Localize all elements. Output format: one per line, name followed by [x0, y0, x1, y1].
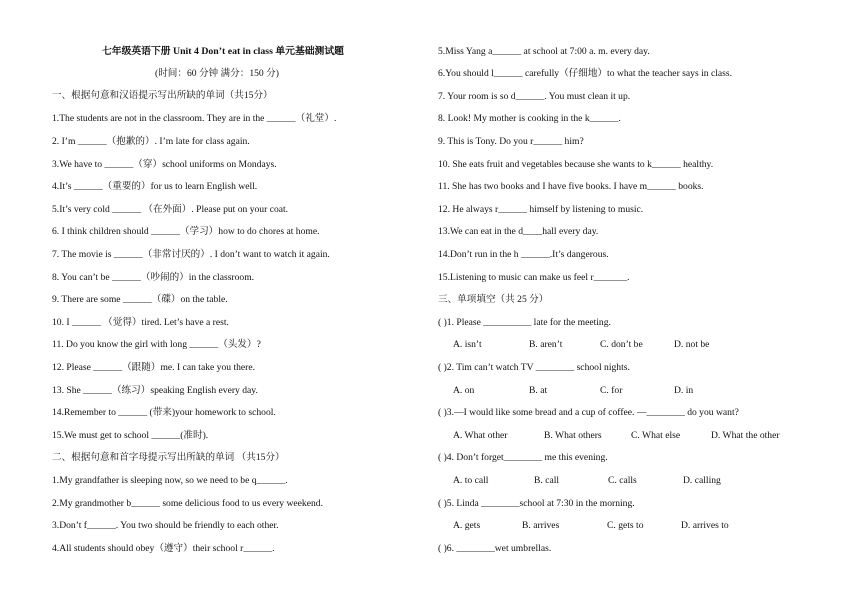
question-item: 8. You can’t be ______（吵闹的）in the classroom.	[52, 272, 255, 283]
question-item: 15.We must get to school ______(准时).	[52, 430, 209, 441]
question-item: 9. This is Tony. Do you r______ him?	[438, 136, 584, 147]
question-item: 5.It’s very cold ______ （在外面）. Please put on your coat.	[52, 204, 289, 215]
question-item: 11. She has two books and I have five books. I have m______ books.	[438, 181, 704, 192]
question-item: 3.We have to ______（穿）school uniforms on Mondays.	[52, 159, 277, 170]
time-limit: (时间：60 分钟 满分：150 分)	[155, 68, 279, 79]
option-d: D. in	[674, 385, 694, 396]
option-c: C. What else	[631, 430, 681, 441]
question-item: 4.All students should obey（遵守）their school r______.	[52, 543, 275, 554]
option-b: B. arrives	[522, 520, 560, 531]
question-item: 13. She ______（练习）speaking English every day.	[52, 385, 258, 396]
option-c: C. gets to	[607, 520, 644, 531]
mc-question-stem: ( )4. Don’t forget________ me this evening.	[438, 452, 608, 463]
option-c: C. don’t be	[600, 339, 643, 350]
question-item: 7. The movie is ______（非常讨厌的）. I don’t want to watch it again.	[52, 249, 330, 260]
question-item: 3.Don’t f______. You two should be friendly to each other.	[52, 520, 279, 531]
question-item: 12. He always r______ himself by listening to music.	[438, 204, 644, 215]
question-item: 14.Don’t run in the h ______.It’s dangerous.	[438, 249, 609, 260]
option-b: B. What others	[544, 430, 602, 441]
question-item: 8. Look! My mother is cooking in the k______.	[438, 113, 621, 124]
mc-question-stem: ( )6. ________wet umbrellas.	[438, 543, 552, 554]
option-a: A. on	[453, 385, 475, 396]
question-item: 10. She eats fruit and vegetables because she wants to k______ healthy.	[438, 159, 714, 170]
option-b: B. at	[529, 385, 548, 396]
option-a: A. What other	[453, 430, 508, 441]
question-item: 11. Do you know the girl with long ______（头发）?	[52, 339, 261, 350]
question-item: 6. I think children should ______（学习）how to do chores at home.	[52, 226, 320, 237]
mc-question-stem: ( )5. Linda ________school at 7:30 in the morning.	[438, 498, 635, 509]
option-d: D. calling	[683, 475, 721, 486]
question-item: 9. There are some ______（碟）on the table.	[52, 294, 228, 305]
option-a: A. isn’t	[453, 339, 482, 350]
section2-heading: 二、根据句意和首字母提示写出所缺的单词 （共15分）	[52, 452, 285, 463]
option-d: D. What the other	[711, 430, 780, 441]
question-item: 6.You should l______ carefully（仔细地）to what the teacher says in class.	[438, 68, 732, 79]
question-item: 2. I’m ______（抱歉的）. I’m late for class again.	[52, 136, 250, 147]
question-item: 2.My grandmother b______ some delicious food to us every weekend.	[52, 498, 323, 509]
mc-question-stem: ( )2. Tim can’t watch TV ________ school nights.	[438, 362, 630, 373]
question-item: 7. Your room is so d______. You must clean it up.	[438, 91, 631, 102]
option-b: B. aren’t	[529, 339, 563, 350]
question-item: 4.It’s ______（重要的）for us to learn English well.	[52, 181, 258, 192]
question-item: 1.The students are not in the classroom. They are in the ______（礼堂）.	[52, 113, 337, 124]
page-title: 七年级英语下册 Unit 4 Don’t eat in class 单元基础测试题	[102, 46, 344, 57]
option-d: D. not be	[674, 339, 710, 350]
option-d: D. arrives to	[681, 520, 729, 531]
question-item: 5.Miss Yang a______ at school at 7:00 a. m. every day.	[438, 46, 650, 57]
question-item: 14.Remember to ______ (带来)your homework to school.	[52, 407, 276, 418]
question-item: 15.Listening to music can make us feel r_______.	[438, 272, 630, 283]
option-a: A. to call	[453, 475, 489, 486]
option-a: A. gets	[453, 520, 481, 531]
section1-heading: 一、根据句意和汉语提示写出所缺的单词（共15分）	[52, 90, 273, 101]
question-item: 13.We can eat in the d____hall every day.	[438, 226, 599, 237]
option-b: B. call	[534, 475, 560, 486]
question-item: 1.My grandfather is sleeping now, so we need to be q______.	[52, 475, 288, 486]
option-c: C. for	[600, 385, 623, 396]
question-item: 10. I ______ （觉得）tired. Let’s have a rest.	[52, 317, 229, 328]
option-c: C. calls	[608, 475, 637, 486]
mc-question-stem: ( )1. Please __________ late for the meeting.	[438, 317, 611, 328]
question-item: 12. Please ______（跟随）me. I can take you there.	[52, 362, 256, 373]
mc-question-stem: ( )3.—I would like some bread and a cup of coffee. —________ do you want?	[438, 407, 739, 418]
section3-heading: 三、单项填空（共 25 分）	[438, 294, 549, 305]
